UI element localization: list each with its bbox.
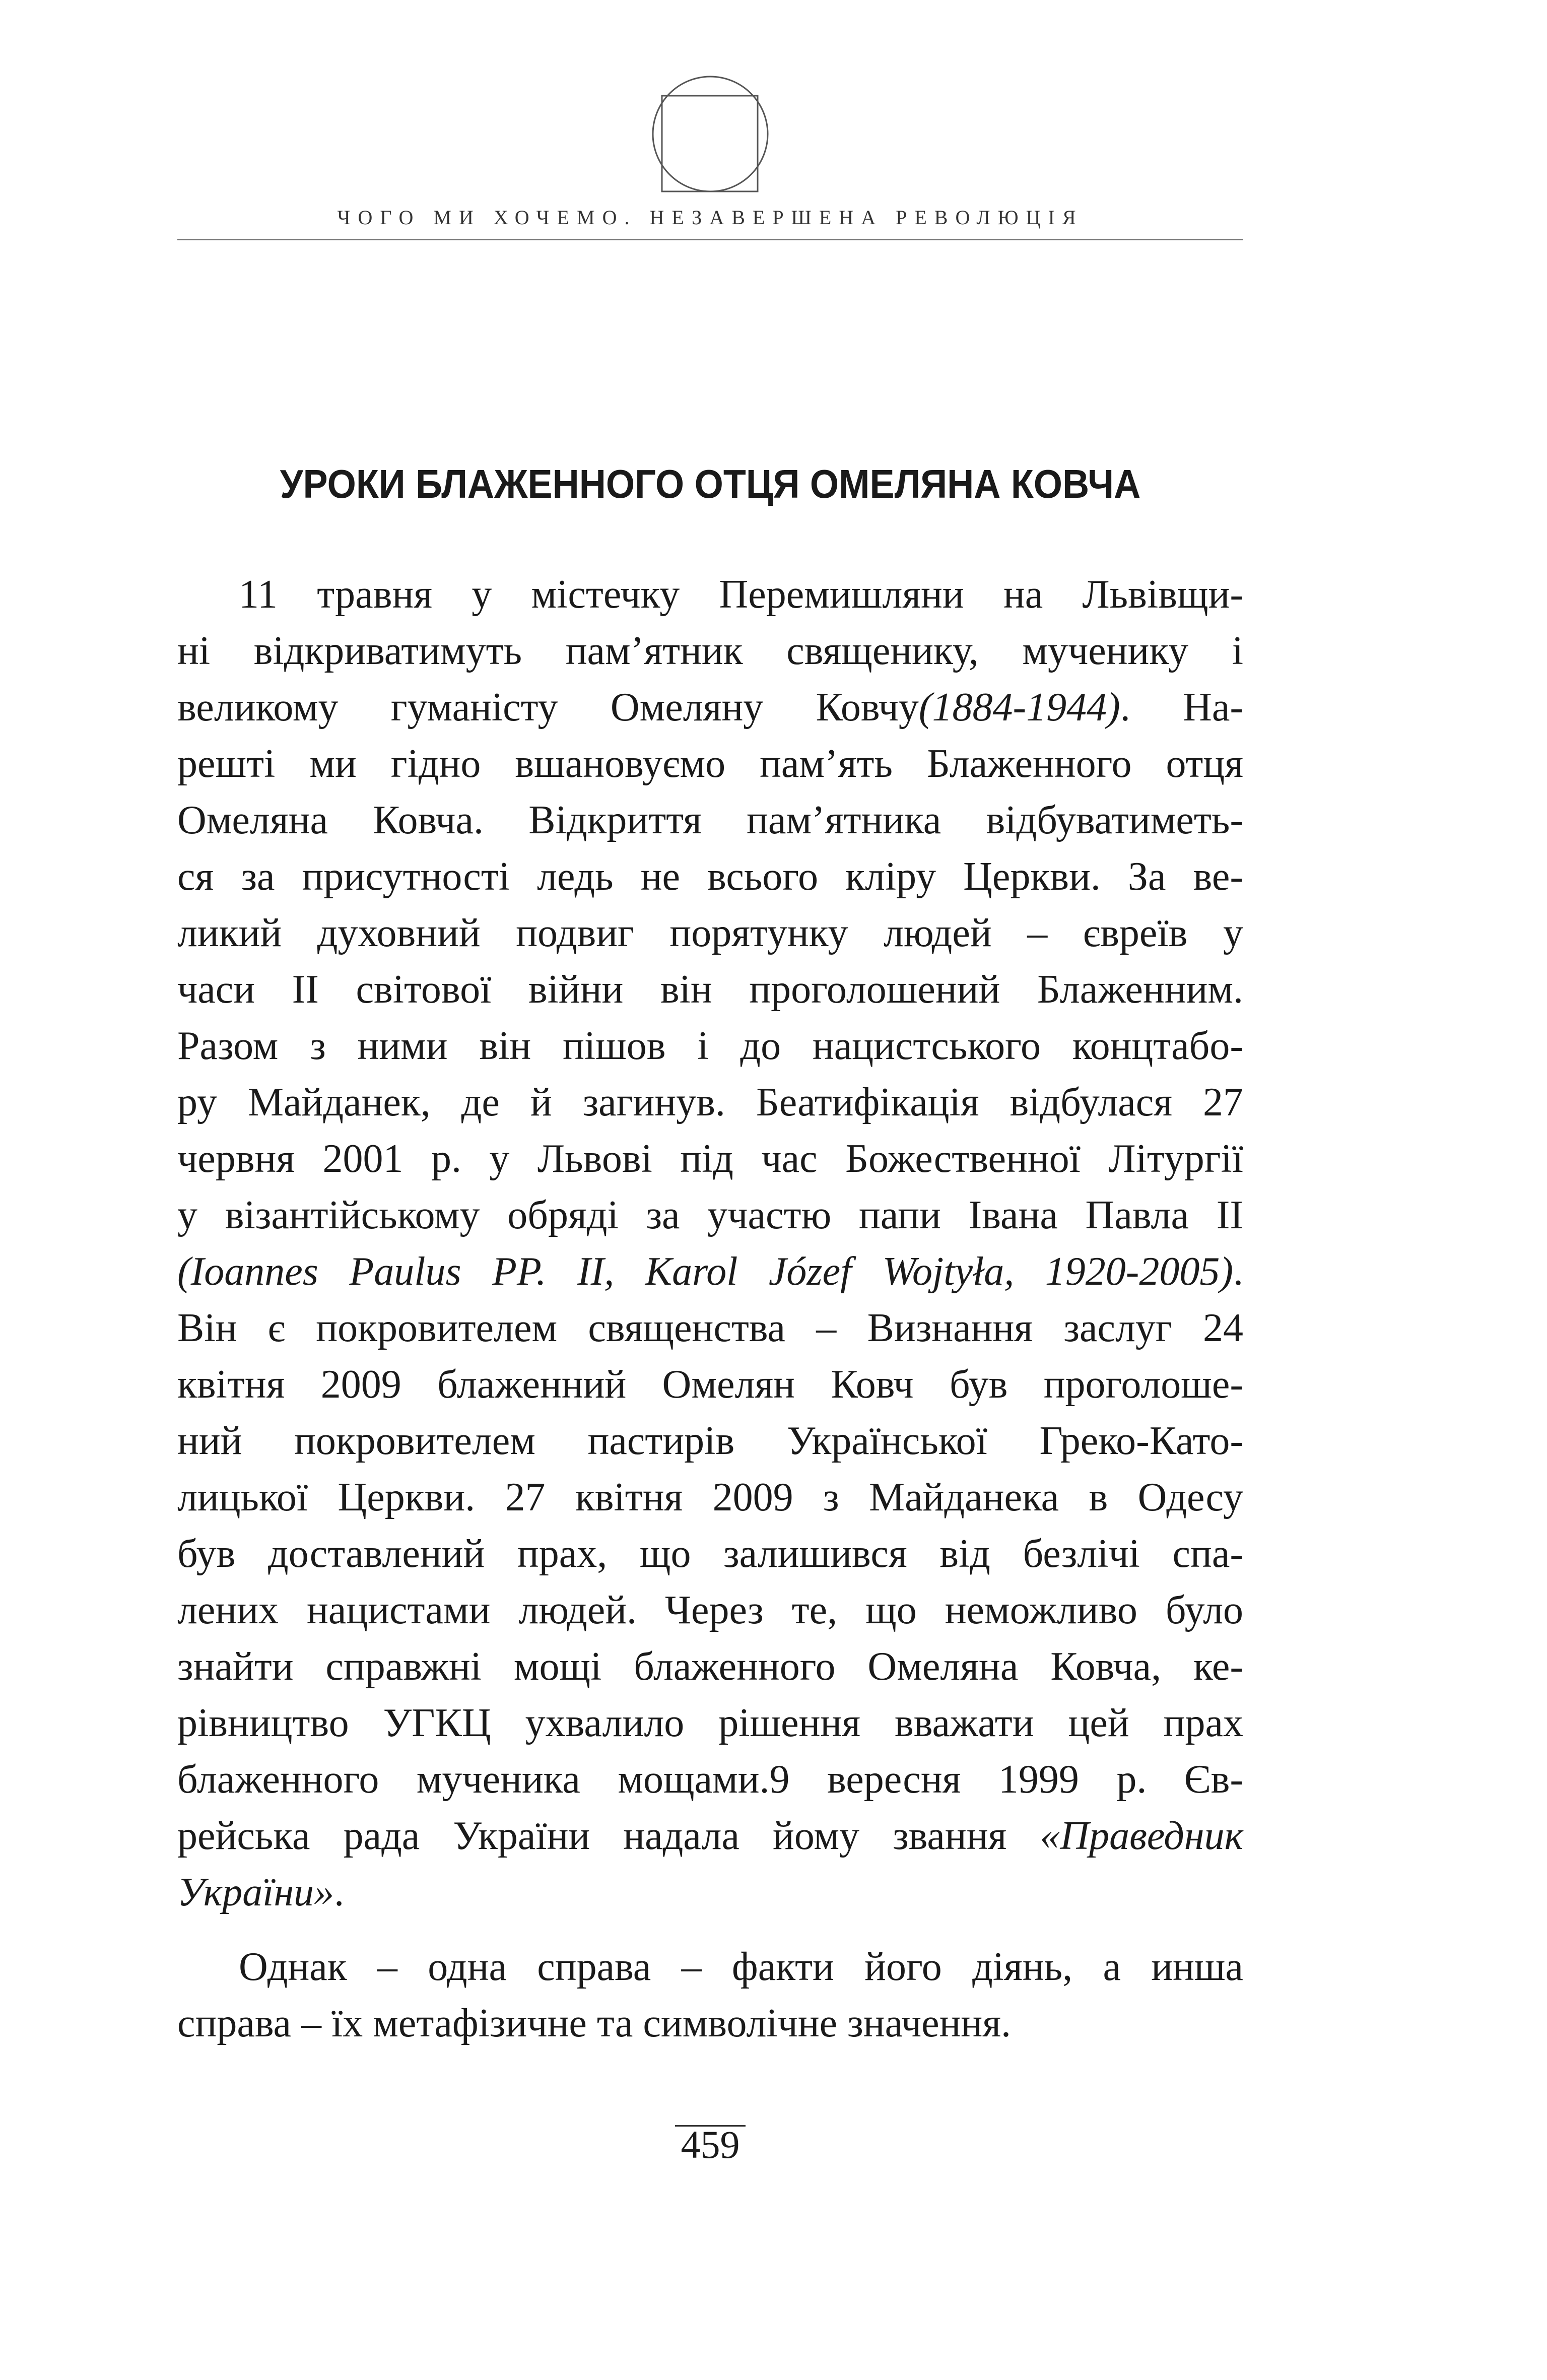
text-line: 11 травня у містечку Перемишляни на Львівщи- (239, 572, 1243, 617)
text-run: великому гуманісту Омеляну Ковчу (177, 685, 919, 730)
text-line: знайти справжні мощі блаженного Омеляна Ковча, ке- (177, 1644, 1243, 1689)
running-head: ЧОГО МИ ХОЧЕМО. НЕЗАВЕРШЕНА РЕВОЛЮЦІЯ (337, 206, 1084, 229)
article-body (177, 566, 1243, 2052)
text-run-italic: (Ioannes Paulus PP. II, Karol Józef Wojtyła, 1920-2005) (177, 1249, 1233, 1294)
text-line: блаженного мученика мощами.9 вересня 1999 р. Єв- (177, 1757, 1243, 1802)
text-line: у візантійському обряді за участю папи Івана Павла ІІ (177, 1193, 1243, 1237)
text-line: решті ми гідно вшановуємо пам’ять Блаженного отця (177, 742, 1243, 786)
article-title: УРОКИ БЛАЖЕННОГО ОТЦЯ ОМЕЛЯНА КОВЧА (280, 461, 1141, 506)
circle-square-emblem-icon (651, 75, 770, 193)
text-line: Разом з ними він пішов і до нацистського концтабо- (177, 1024, 1243, 1068)
text-line: червня 2001 р. у Львові під час Божественної Літургії (177, 1137, 1243, 1181)
text-run-italic: України» (177, 1870, 334, 1914)
text-line: ні відкриватимуть пам’ятник священику, мученику і (177, 629, 1243, 673)
text-line: Омеляна Ковча. Відкриття пам’ятника відбуватиметь- (177, 798, 1243, 842)
text-run: . (334, 1870, 345, 1914)
text-run-italic: «Праведник (1040, 1814, 1243, 1858)
text-line: лицької Церкви. 27 квітня 2009 з Майданека в Одесу (177, 1475, 1243, 1519)
text-line: Однак – одна справа – факти його діянь, а инша (239, 1945, 1243, 1989)
text-line: справа – їх метафізичне та символічне значення. (177, 2001, 1012, 2045)
text-line: був доставлений прах, що залишився від безлічі спа- (177, 1532, 1243, 1576)
text-line: ний покровителем пастирів Української Греко-Като- (177, 1419, 1243, 1463)
text-line (177, 1808, 1243, 1864)
text-run: . На- (1120, 685, 1243, 730)
text-run-italic: (1884-1944) (918, 685, 1120, 730)
text-line: ликий духовний подвиг порятунку людей – євреїв у (177, 911, 1243, 955)
text-line: лених нацистами людей. Через те, що неможливо було (177, 1588, 1243, 1632)
header-divider (177, 239, 1243, 240)
text-line (177, 679, 1243, 736)
text-line (177, 1864, 1243, 1921)
text-line: Він є покровителем священства – Визнання заслуг 24 (177, 1306, 1243, 1350)
text-line (177, 1243, 1243, 1300)
text-line: ся за присутності ледь не всього кліру Церкви. За ве- (177, 854, 1243, 899)
text-line: рівництво УГКЦ ухвалило рішення вважати цей прах (177, 1701, 1243, 1745)
page-number: 459 (681, 2123, 740, 2166)
text-line: ру Майданек, де й загинув. Беатифікація відбулася 27 (177, 1080, 1243, 1125)
text-line: часи ІІ світової війни він проголошений Блаженним. (177, 967, 1243, 1012)
text-line: квітня 2009 блаженний Омелян Ковч був проголоше- (177, 1362, 1243, 1407)
text-run: . (1233, 1249, 1243, 1294)
text-run: рейська рада України надала йому звання (177, 1814, 1040, 1858)
